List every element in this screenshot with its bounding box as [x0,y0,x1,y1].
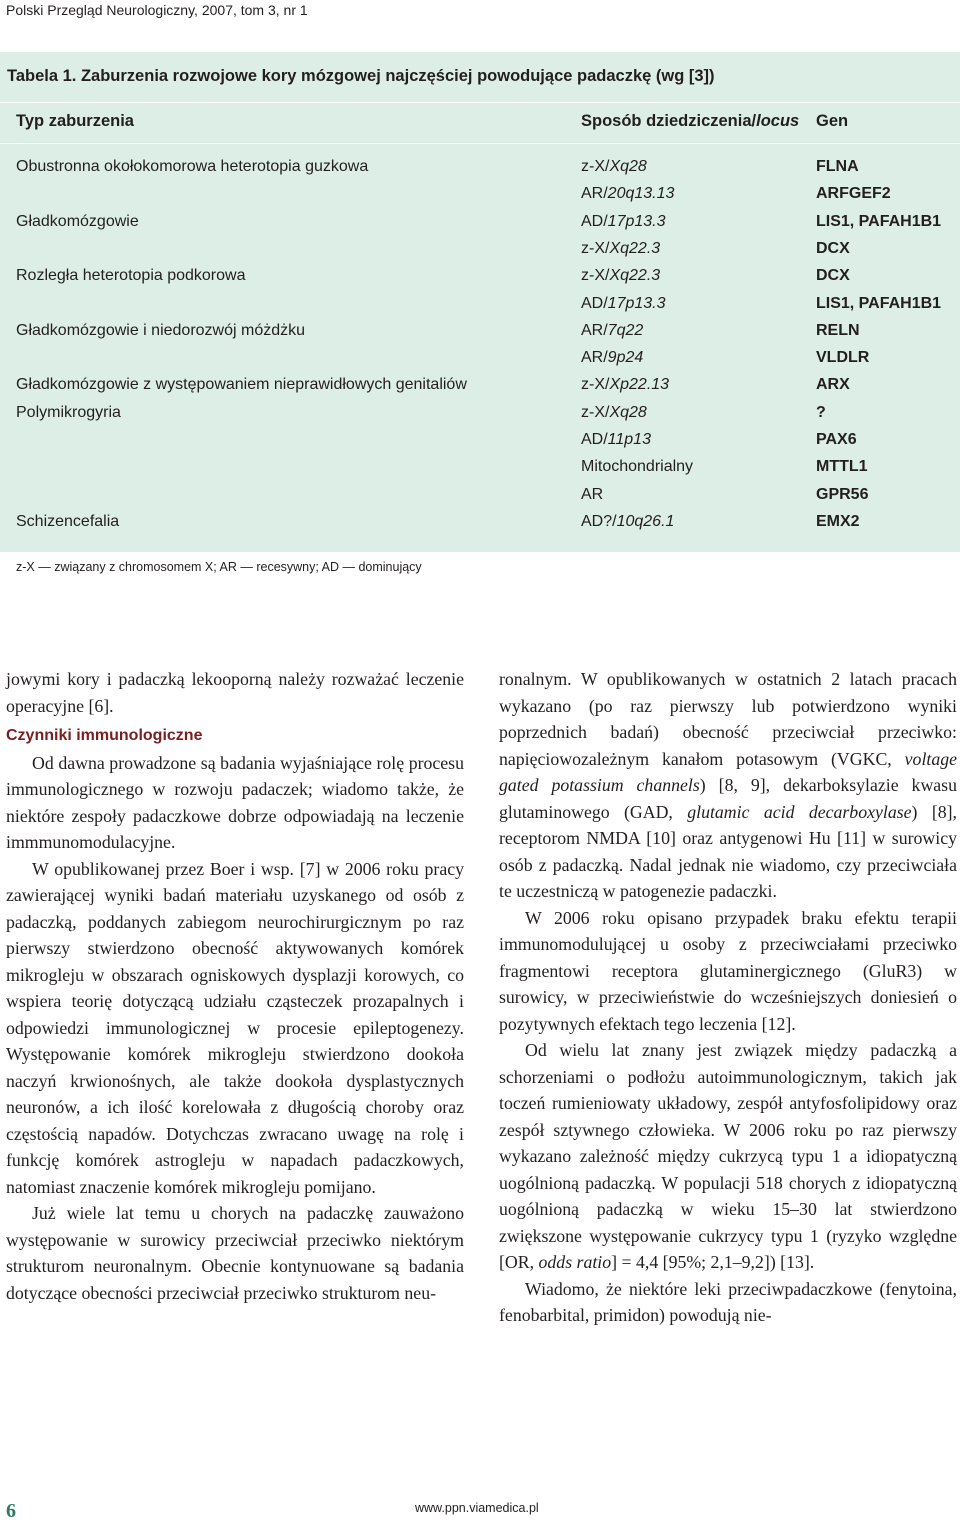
table-cell-inheritance [581,212,666,232]
right-p3-italic-odds-ratio: odds ratio [538,1252,612,1272]
table-header-inheritance [581,112,799,131]
inheritance-mode: z-X/ [581,404,610,421]
right-paragraph-3 [499,1037,957,1276]
table-cell-gene: GPR56 [816,486,869,503]
table-cell-inheritance [581,375,669,395]
inheritance-mode: AR [581,486,604,503]
table-cell-type: Gładkomózgowie z występowaniem nieprawidłowych genitaliów [16,376,467,393]
locus: Xq22.3 [609,267,661,284]
table-cell-inheritance [581,403,647,423]
table-cell-inheritance [581,512,674,532]
right-p3-text-c: ] = 4,4 [95%; 2,1–9,2]) [13]. [611,1252,815,1272]
table-cell-type: Schizencefalia [16,513,120,530]
right-paragraph-2: W 2006 roku opisano przypadek braku efektu terapii immunomodulującej u osoby z przeciwciałami przeciwko fragmentowi receptora glutaminergicznego (GluR3) w surowicy, w przeciwieństwie do wcześniejszych doniesień o pozytywnych efektach tego leczenia [12]. [499,907,957,1034]
locus: 7q22 [607,322,644,339]
inheritance-mode: Mitochondrialny [581,458,694,475]
table-cell-inheritance [581,485,603,505]
inheritance-mode: z-X/ [581,240,610,257]
table-cell-gene: ARFGEF2 [816,185,891,202]
table-header-inheritance-text: Sposób dziedziczenia/ [581,112,757,130]
inheritance-mode: AD/ [581,213,608,230]
table-cell-inheritance [581,294,666,314]
right-paragraph-1 [499,666,957,905]
locus: 17p13.3 [607,295,666,312]
table-header-gene: Gen [816,112,849,130]
inheritance-mode: AD/ [581,431,608,448]
locus: 17p13.3 [607,213,666,230]
table-cell-gene: DCX [816,240,850,257]
table-cell-type: Rozległa heterotopia podkorowa [16,267,246,284]
table-cell-type: Gładkomózgowie [16,213,139,230]
right-p1-italic-vgkc: voltage gated potassium channels [499,748,957,795]
locus: 9p24 [607,349,644,366]
table-header-rule-top [0,102,960,103]
table-cell-inheritance [581,184,674,204]
table-cell-inheritance [581,457,693,477]
locus: Xq28 [609,404,647,421]
table-cell-inheritance [581,239,660,259]
locus: 20q13.13 [607,185,675,202]
table-cell-inheritance [581,348,643,368]
left-paragraph-2: Od dawna prowadzone są badania wyjaśniające rolę procesu immunologicznego w rozwoju padaczek; wiadomo także, że niektóre zespoły padaczkowe dobrze odpowiadają na leczenie immmunomodulacyjne. [6,752,464,852]
right-p1-italic-gad: glutamic acid decarboxylase [687,801,912,822]
footer-url: www.ppn.viamedica.pl [415,1501,539,1515]
inheritance-mode: AR/ [581,322,608,339]
inheritance-mode: AR/ [581,185,608,202]
page-number: 6 [6,1500,16,1522]
table-cell-gene: LIS1, PAFAH1B1 [816,213,942,230]
locus: Xq28 [609,158,647,175]
table-caption: Tabela 1. Zaburzenia rozwojowe kory mózgowej najczęściej powodujące padaczkę (wg [3]) [7,67,715,85]
table-cell-type: Polymikrogyria [16,404,121,421]
table-cell-gene: DCX [816,267,850,284]
locus: 11p13 [607,431,651,448]
inheritance-mode: z-X/ [581,267,610,284]
table-cell-gene: RELN [816,322,860,339]
right-p1-text-e: ) [8], receptorom NMDA [10] oraz antygenowi Hu [11] w surowicy osób z padaczką. Nadal jednak nie wiadomo, czy przeciwciała te uczestniczą w patogenezie padaczki. [499,801,957,901]
inheritance-mode: AD?/ [581,513,617,530]
right-p1-text-a: ronalnym. W opublikowanych w ostatnich 2 latach pracach wykazano (po raz pierwszy lub potwierdzono wyniki poprzednich badań) obecność przeciwciał przeciwko: napięciowozależnym kanałom potasowym (VGKC, [499,669,957,769]
locus: Xq22.3 [609,240,661,257]
inheritance-mode: AD/ [581,295,608,312]
table-cell-type: Obustronna okołokomorowa heterotopia guzkowa [16,158,369,175]
table-cell-inheritance [581,430,651,450]
table-cell-gene: MTTL1 [816,458,868,475]
table-cell-type: Gładkomózgowie i niedorozwój móżdżku [16,322,306,339]
table-header-type: Typ zaburzenia [16,112,134,130]
table-cell-gene: VLDLR [816,349,870,366]
running-head: Polski Przegląd Neurologiczny, 2007, tom 3, nr 1 [6,2,308,18]
table-cell-gene: PAX6 [816,431,857,448]
table-header-rule-bottom [0,143,960,144]
locus: Xp22.13 [609,376,670,393]
table-cell-inheritance [581,321,643,341]
right-p1-text-c: ) [8, 9], dekarboksylazie kwasu glutaminowego (GAD, [499,775,957,822]
section-heading: Czynniki immunologiczne [6,727,203,744]
table-cell-inheritance [581,157,647,177]
table-cell-gene: FLNA [816,158,859,175]
left-column [6,666,464,1306]
table-cell-gene: ARX [816,376,850,393]
inheritance-mode: z-X/ [581,158,610,175]
table-cell-gene: EMX2 [816,513,860,530]
inheritance-mode: z-X/ [581,376,610,393]
table-cell-gene: LIS1, PAFAH1B1 [816,295,942,312]
table-cell-inheritance [581,266,660,286]
left-paragraph-1: jowymi kory i padaczką lekooporną należy rozważać leczenie operacyjne [6]. [6,669,464,716]
left-paragraph-4: Już wiele lat temu u chorych na padaczkę zauważono występowanie w surowicy przeciwciał przeciwko niektórym strukturom neuronalnym. Obecnie kontynuowane są badania dotyczące obecności przeciwciał przeciwko strukturom neu- [6,1203,464,1303]
table-header-locus: locus [756,112,800,130]
right-column [499,666,957,1329]
table-cell-gene: ? [816,404,826,421]
left-paragraph-3: W opublikowanej przez Boer i wsp. [7] w 2006 roku pracy zawierającej wyniki badań materiału uzyskanego od osób z padaczką, poddanych zabiegom neurochirurgicznym po raz pierwszy stwierdzono obecność aktywowanych komórek mikrogleju w obszarach ogniskowych dysplazji korowych, co wspiera teorię dotyczącą udziału cząsteczek prozapalnych i odpowiedzi immunologicznej w procesie epileptogenezy. Występowanie komórek mikrogleju stwierdzono dookoła naczyń krwionośnych, ale także dookoła dysplastycznych neuronów, a ich ilość korelowała z długością choroby oraz częstością napadów. Dotychczas zwracano uwagę na rolę i funkcję komórek astrogleju w napadach padaczkowych, natomiast znaczenie komórek mikrogleju pomijano. [6,858,464,1197]
inheritance-mode: AR/ [581,349,608,366]
table-footnote: z-X — związany z chromosomem X; AR — recesywny; AD — dominujący [16,560,422,574]
right-paragraph-4: Wiadomo, że niektóre leki przeciwpadaczkowe (fenytoina, fenobarbital, primidon) powodują nie- [499,1278,957,1325]
right-p3-text-a: Od wielu lat znany jest związek między padaczką a schorzeniami o podłożu autoimmunologicznym, takich jak toczeń rumieniowaty układowy, zespół antyfosfolipidowy oraz zespół sztywnego człowieka. W 2006 roku po raz pierwszy wykazano zależność między cukrzycą typu 1 a idiopatyczną uogólnioną padaczką. W populacji 518 chorych z idiopatyczną uogólnioną padaczką w wieku 15–30 lat stwierdzono zwiększone występowanie cukrzycy typu 1 (ryzyko względne [OR, [499,1040,957,1272]
locus: 10q26.1 [616,513,675,530]
